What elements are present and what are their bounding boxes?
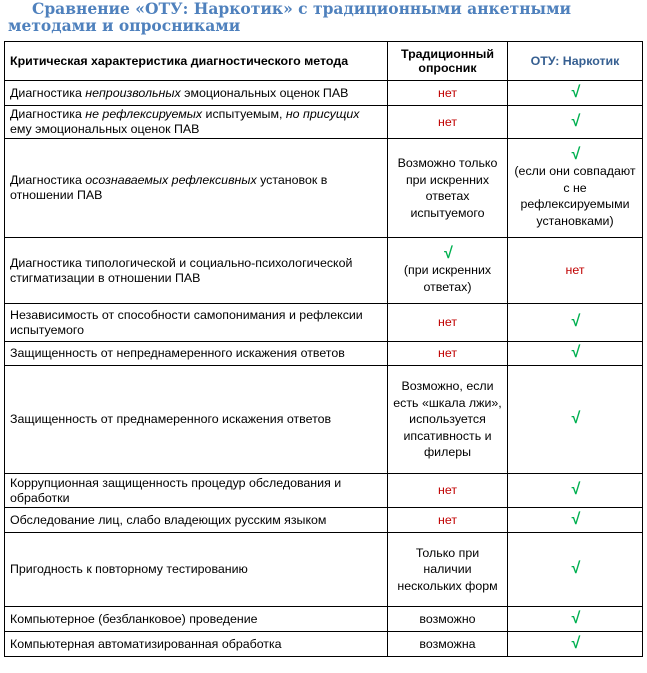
value-text: возможна (419, 636, 476, 651)
criterion-text: Диагностика (10, 85, 86, 100)
criterion-cell (5, 304, 388, 342)
criterion-text: испытуемым, (202, 107, 286, 121)
otu-cell (508, 139, 643, 238)
criterion-cell (5, 106, 388, 139)
traditional-cell (388, 366, 508, 474)
criterion-cell (5, 533, 388, 607)
checkmark-icon: √ (443, 244, 452, 262)
traditional-cell (388, 81, 508, 106)
table-row (5, 238, 643, 304)
header-criterion: Критическая характеристика диагностического метода (5, 42, 388, 81)
checkmark-icon: √ (570, 634, 580, 652)
traditional-cell (388, 607, 508, 632)
otu-cell (508, 607, 643, 632)
criterion-text: Диагностика (10, 107, 86, 121)
otu-cell (508, 304, 643, 342)
otu-cell (508, 81, 643, 106)
traditional-cell (388, 342, 508, 366)
value-note: (если они совпадают с не рефлексируемыми установками) (514, 164, 636, 228)
value-text: Возможно только при искренних ответах испытуемого (397, 156, 498, 220)
criterion-text: Компьютерная автоматизированная обработка (10, 636, 282, 651)
no-value: нет (438, 346, 457, 361)
table-header-row (5, 42, 643, 81)
no-value: нет (438, 315, 457, 330)
criterion-text: Компьютерное (безбланковое) проведение (10, 611, 258, 626)
otu-cell (508, 632, 643, 657)
criterion-text: Диагностика типологической и социально-психологической стигматизации в отношении ПАВ (10, 255, 353, 285)
criterion-text: ему эмоциональных оценок ПАВ (10, 122, 200, 136)
traditional-cell (388, 238, 508, 304)
criterion-cell (5, 607, 388, 632)
no-value: нет (438, 483, 457, 498)
criterion-cell (5, 238, 388, 304)
table-body (5, 81, 643, 657)
otu-cell (508, 238, 643, 304)
checkmark-icon: √ (570, 510, 580, 528)
criterion-text: Обследование лиц, слабо владеющих русским языком (10, 512, 327, 527)
traditional-cell (388, 474, 508, 508)
criterion-text: Пригодность к повторному тестированию (10, 562, 248, 576)
checkmark-icon: √ (570, 481, 580, 499)
no-value: нет (438, 114, 457, 129)
value-text: Только при наличии нескольких форм (397, 545, 498, 593)
criterion-text: осознаваемых рефлексивных (85, 173, 257, 187)
otu-cell (508, 474, 643, 508)
traditional-cell (388, 304, 508, 342)
no-value: нет (565, 263, 585, 278)
header-traditional: Традиционный опросник (388, 42, 508, 81)
criterion-cell (5, 81, 388, 106)
traditional-cell (388, 139, 508, 238)
table-row (5, 366, 643, 474)
table-row (5, 474, 643, 508)
criterion-text: эмоциональных оценок ПАВ (180, 85, 349, 100)
checkmark-icon: √ (570, 344, 580, 362)
table-row (5, 304, 643, 342)
otu-cell (508, 342, 643, 366)
value-note: (при искренних ответах) (403, 263, 492, 294)
criterion-text: Защищенность от преднамеренного искажения ответов (10, 412, 332, 426)
checkmark-icon: √ (570, 145, 580, 163)
criterion-cell (5, 139, 388, 238)
table-row (5, 508, 643, 533)
checkmark-icon: √ (570, 560, 580, 578)
criterion-cell (5, 508, 388, 533)
no-value: нет (438, 85, 457, 100)
header-otu: ОТУ: Наркотик (508, 42, 643, 81)
traditional-cell (388, 632, 508, 657)
criterion-text: но присущих (285, 107, 360, 121)
no-value: нет (438, 512, 457, 527)
criterion-text: не рефлексируемых (85, 107, 203, 121)
page-title: Сравнение «ОТУ: Наркотик» с традиционными анкетными методами и опросниками (8, 0, 572, 35)
checkmark-icon: √ (570, 313, 580, 331)
table-row (5, 106, 643, 139)
criterion-cell (5, 474, 388, 508)
table-row (5, 342, 643, 366)
table-row (5, 607, 643, 632)
criterion-cell (5, 342, 388, 366)
criterion-text: Защищенность от непреднамеренного искажения ответов (10, 346, 345, 360)
table-row (5, 81, 643, 106)
otu-cell (508, 533, 643, 607)
table-row (5, 533, 643, 607)
criterion-text: Диагностика (10, 173, 86, 187)
comparison-table (4, 41, 643, 657)
otu-cell (508, 366, 643, 474)
criterion-cell (5, 366, 388, 474)
criterion-text: непроизвольных (85, 85, 181, 100)
checkmark-icon: √ (570, 112, 580, 130)
criterion-text: Независимость от способности самопонимания и рефлексии испытуемого (10, 307, 363, 337)
traditional-cell (388, 508, 508, 533)
table-row (5, 632, 643, 657)
otu-cell (508, 508, 643, 533)
value-text: Возможно, если есть «шкала лжи», используется ипсативность и филеры (393, 379, 502, 460)
value-text: возможно (419, 611, 476, 626)
checkmark-icon: √ (570, 410, 580, 428)
checkmark-icon: √ (570, 609, 580, 627)
otu-cell (508, 106, 643, 139)
criterion-text: Коррупционная защищенность процедур обследования и обработки (10, 475, 342, 505)
traditional-cell (388, 533, 508, 607)
table-row (5, 139, 643, 238)
traditional-cell (388, 106, 508, 139)
criterion-text: установок в отношении ПАВ (10, 173, 328, 202)
criterion-cell (5, 632, 388, 657)
checkmark-icon: √ (570, 83, 580, 101)
